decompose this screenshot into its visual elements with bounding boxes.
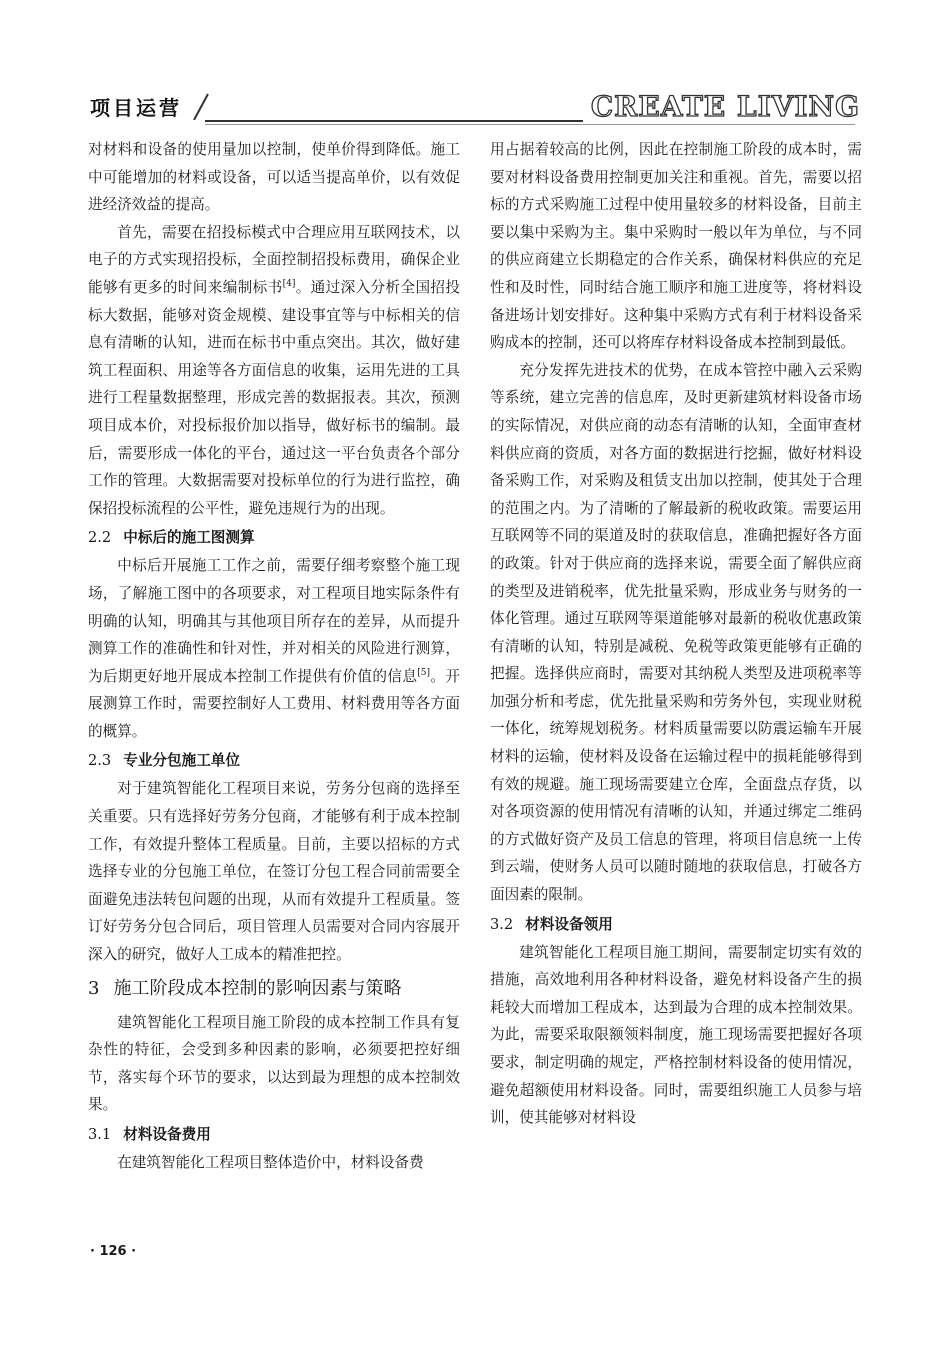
section-heading-2-3 (88, 748, 460, 773)
paragraph: 对材料和设备的使用量加以控制，使单价得到降低。施工中可能增加的材料或设备，可以适当提高单价，以有效促进经济效益的提高。 (88, 141, 460, 214)
section-title: 专业分包施工单位 (123, 752, 240, 770)
section-title: 中标后的施工图测算 (123, 529, 255, 547)
brand-title: CREATE LIVING (583, 90, 860, 123)
paragraph: 建筑智能化工程项目施工阶段的成本控制工作具有复杂性的特征，会受到多种因素的影响，必须要把控好细节，落实每个环节的要求，以达到最为理想的成本控制效果。 (88, 1013, 460, 1114)
section-title: 施工阶段成本控制的影响因素与策略 (113, 977, 402, 999)
section-number: 2.2 (88, 529, 112, 547)
paragraph: 在建筑智能化工程项目整体造价中，材料设备费 (117, 1154, 424, 1171)
section-heading-3 (88, 974, 460, 1004)
paragraph-text: 首先，需要在招投标模式中合理应用互联网技术，以电子的方式实现招投标，全面控制招投标费用，确保企业能够有更多的时间来编制标书 (88, 223, 460, 296)
section-label: 项目运营 (90, 96, 182, 120)
section-number: 3 (88, 977, 100, 999)
section-title: 材料设备费用 (123, 1126, 211, 1143)
paragraph: 充分发挥先进技术的优势，在成本管控中融入云采购等系统，建立完善的信息库，及时更新建筑材料设备市场的实际情况，对供应商的动态有清晰的认知，全面审查材料供应商的资质，对各方面的数据进行挖掘，做好材料设备采购工作，对采购及租赁支出加以控制，使其处于合理的范围之内。为了清晰的了解最新的税收政策。需要运用互联网等不同的渠道及时的获取信息，准确把握好各方面的政策。针对于供应商的选择来说，需要全面了解供应商的类型及进销税率，优先批量采购，形成业务与财务的一体化管理。通过互联网等渠道能够对最新的税收优惠政策有清晰的认知，特别是减税、免税等政策更能够有正确的把握。选择供应商时，需要对其纳税人类型及进项税率等加强分析和考虑，优先批量采购和劳务外包，实现业财税一体化，统筹规划税务。材料质量需要以防震运输车开展材料的运输，使材料及设备在运输过程中的损耗能够得到有效的规避。施工现场需要建立仓库，全面盘点存货，以对各项资源的使用情况有清晰的认知，并通过绑定二维码的方式做好资产及员工信息的管理，将项目信息统一上传到云端，使财务人员可以随时随地的获取信息，打破各方面因素的限制。 (490, 361, 862, 904)
header-rule-thin (205, 124, 855, 125)
paragraph-text: 中标后开展施工工作之前，需要仔细考察整个施工现场，了解施工图中的各项要求，对工程项目地实际条件有明确的认知，明确其与其他项目所存在的差异，从而提升测算工作的准确性和针对性，并对相关的风险进行测算，为后期更好地开展成本控制工作提供有价值的信息 (88, 557, 460, 685)
paragraph: 对于建筑智能化工程项目来说，劳务分包商的选择至关重要。只有选择好劳务分包商，才能够有利于成本控制工作，有效提升整体工程质量。目前，主要以招标的方式选择专业的分包施工单位，在签订分包工程合同前需要全面避免违法转包问题的出现，从而有效提升工程质量。签订好劳务分包合同后，项目管理人员需要对合同内容展开深入的研究，做好人工成本的精准把控。 (88, 780, 460, 964)
paragraph-text: 。通过深入分析全国招投标大数据，能够对资金规模、建设事宜等与中标相关的信息有清晰的认知，进而在标书中重点突出。其次，做好建筑工程面积、用途等各方面信息的收集，运用先进的工具进行工程量数据整理，形成完善的数据报表。其次，预测项目成本价，对投标报价加以指导，做好标书的编制。最后，需要形成一体化的平台，通过这一平台负责各个部分工作的管理。大数据需要对投标单位的行为进行监控，确保招投标流程的公平性，避免违规行为的出现。 (88, 278, 460, 517)
header-slash-ornament (190, 92, 212, 120)
left-column (88, 136, 460, 1177)
section-heading-3-1 (88, 1122, 460, 1147)
paragraph-text: 。开展测算工作时，需要控制好人工费用、材料费用等各方面的概算。 (88, 667, 460, 740)
paragraph: 建筑智能化工程项目施工期间，需要制定切实有效的措施，高效地利用各种材料设备，避免材料设备产生的损耗较大而增加工程成本，达到最为合理的成本控制效果。为此，需要采取限额领料制度，施工现场需要把握好各项要求，制定明确的规定，严格控制材料设备的使用情况，避免超额使用材料设备。同时，需要组织施工人员参与培训，使其能够对材料设 (490, 943, 862, 1127)
paragraph (88, 219, 460, 523)
section-heading-3-2 (490, 912, 862, 937)
section-number: 2.3 (88, 752, 112, 770)
citation-ref: [4] (282, 279, 296, 290)
section-number: 3.1 (88, 1126, 112, 1143)
citation-ref: [5] (417, 667, 431, 678)
paragraph: 用占据着较高的比例，因此在控制施工阶段的成本时，需要对材料设备费用控制更加关注和重视。首先，需要以招标的方式采购施工过程中使用量较多的材料设备，目前主要以集中采购为主。集中采购时一般以年为单位，与不同的供应商建立长期稳定的合作关系，确保材料供应的充足性和及时性，同时结合施工顺序和施工进度等，将材料设备进场计划安排好。这种集中采购方式有利于材料设备采购成本的控制，还可以将库存材料设备成本控制到最低。 (490, 141, 862, 352)
section-title: 材料设备领用 (525, 915, 613, 933)
right-column (490, 136, 862, 1132)
paragraph (88, 552, 460, 745)
section-heading-2-2 (88, 525, 460, 550)
page-number: · 126 · (90, 1244, 137, 1259)
section-number: 3.2 (490, 915, 514, 933)
